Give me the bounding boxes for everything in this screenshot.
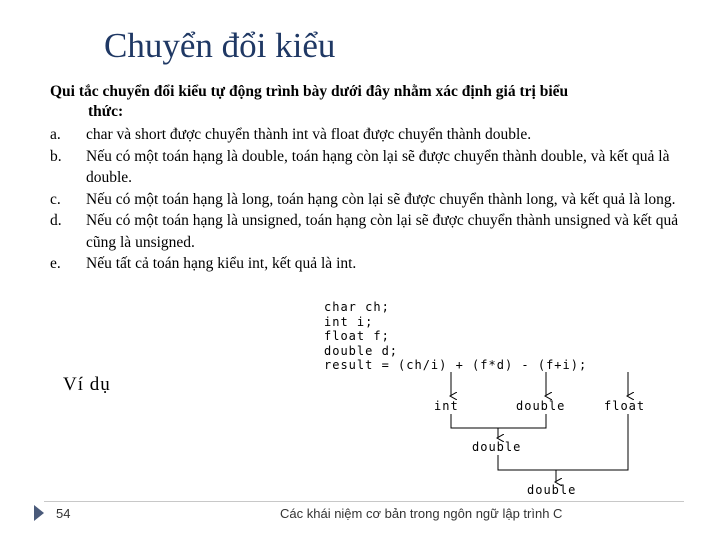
rule-text: Nếu tất cả toán hạng kiểu int, kết quả là int. [86, 255, 357, 272]
connector-int-double [451, 414, 546, 428]
intro-line-1: Qui tắc chuyển đổi kiểu tự động trình bày dưới đây nhằm xác định giá trị biểu [50, 83, 569, 100]
rule-marker: a. [50, 126, 61, 143]
rule-marker: e. [50, 255, 61, 272]
footer-divider [44, 501, 684, 502]
intro-line-2: thức: [88, 103, 124, 120]
code-line: int i; [324, 314, 374, 329]
code-line: result = (ch/i) + (f*d) - (f+i); [324, 358, 588, 372]
slide-title: Chuyển đổi kiểu [104, 26, 336, 65]
example-label: Ví dụ [63, 374, 111, 395]
rule-marker: d. [50, 212, 62, 229]
page-number: 54 [56, 506, 71, 521]
rule-text: Nếu có một toán hạng là double, toán hạng còn lại sẽ được chuyển thành double, và kết quả là double. [86, 147, 670, 186]
footer-text: Các khái niệm cơ bản trong ngôn ngữ lập trình C [280, 506, 563, 521]
bullet-arrow-icon [34, 505, 44, 521]
type-label-float: float [604, 399, 646, 413]
type-label-double: double [516, 399, 566, 413]
type-label-double-2: double [472, 440, 522, 454]
type-label-double-final: double [527, 483, 577, 497]
type-label-int: int [434, 399, 459, 413]
code-line: double d; [324, 343, 399, 358]
rule-marker: b. [50, 147, 62, 165]
code-line: char ch; [324, 300, 390, 314]
code-line: float f; [324, 329, 390, 343]
rule-text: Nếu có một toán hạng là long, toán hạng còn lại sẽ được chuyển thành long, và kết quả là long. [86, 190, 676, 208]
rule-text: Nếu có một toán hạng là unsigned, toán hạng còn lại sẽ được chuyển thành unsigned và kết quả cũng là unsigned. [86, 212, 679, 251]
rule-text: char và short được chuyển thành int và float được chuyển thành double. [86, 126, 532, 143]
rule-marker: c. [50, 190, 61, 208]
